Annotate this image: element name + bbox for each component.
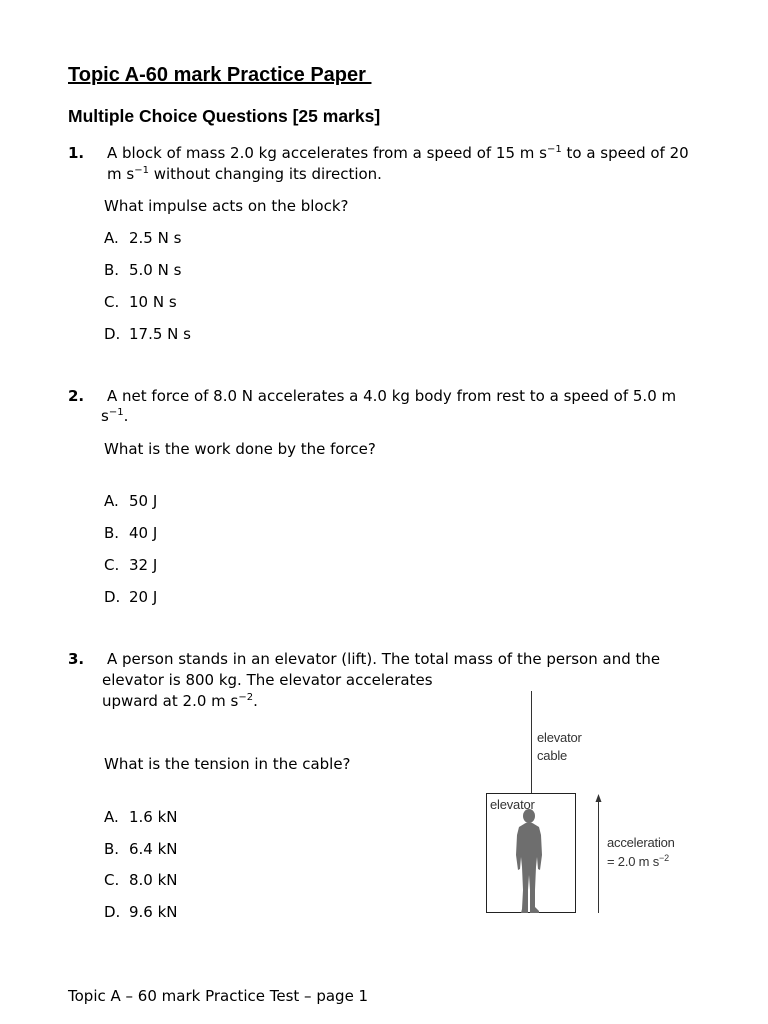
option-text: 32 J: [129, 556, 158, 574]
option-text: 2.5 N s: [129, 229, 182, 247]
question-3-option-c: [104, 870, 324, 890]
question-2-number: 2.: [68, 387, 85, 405]
stem-text: A net force of 8.0 N accelerates a 4.0 kg body from rest to a speed of 5.0 m: [107, 387, 677, 405]
option-letter: A.: [104, 808, 119, 826]
question-1-stem-line-1: [107, 143, 689, 163]
person-silhouette-icon: [516, 809, 542, 913]
stem-text: A block of mass 2.0 kg accelerates from a speed of 15 m s: [107, 144, 547, 162]
stem-text: elevator is 800 kg. The elevator accelerates: [102, 671, 433, 689]
option-text: 17.5 N s: [129, 325, 191, 343]
elevator-diagram: [470, 685, 690, 920]
acceleration-label: acceleration: [607, 835, 675, 850]
question-3-stem-line-2: [102, 670, 433, 690]
question-3-number: 3.: [68, 650, 85, 668]
option-letter: C.: [104, 556, 120, 574]
question-1-option-d: [104, 324, 324, 344]
stem-text: .: [253, 692, 258, 710]
stem-exponent: −1: [134, 165, 149, 176]
stem-text: without changing its direction.: [148, 165, 382, 183]
acceleration-value-label: [607, 853, 669, 871]
paper-title: Topic A-60 mark Practice Paper: [68, 64, 372, 86]
question-1-option-c: [104, 292, 324, 312]
option-text: 6.4 kN: [129, 840, 178, 858]
elevator-box-label: elevator: [490, 797, 535, 812]
question-3-option-a: [104, 807, 324, 827]
question-1-prompt: What impulse acts on the block?: [104, 197, 349, 215]
arrow-up-icon: [596, 794, 602, 802]
stem-exponent: −1: [108, 407, 124, 418]
option-letter: C.: [104, 871, 120, 889]
stem-text: upward at 2.0 m s: [102, 692, 239, 710]
stem-exponent: −2: [238, 692, 254, 703]
option-text: 8.0 kN: [129, 871, 178, 889]
option-text: 5.0 N s: [129, 261, 182, 279]
option-letter: B.: [104, 261, 120, 279]
cable-label-line-1: elevator: [537, 730, 582, 745]
option-text: 1.6 kN: [129, 808, 178, 826]
question-2-prompt: What is the work done by the force?: [104, 440, 376, 458]
stem-text: m s: [107, 165, 135, 183]
question-3-stem-line-1: [107, 649, 660, 669]
question-2-stem-line-2: [101, 406, 128, 426]
stem-exponent: −1: [546, 144, 562, 155]
question-1-stem-line-2: [107, 164, 382, 184]
option-text: 20 J: [129, 588, 158, 606]
question-2-option-c: [104, 555, 324, 575]
stem-text: A person stands in an elevator (lift). The total mass of the person and the: [107, 650, 661, 668]
question-3-prompt: What is the tension in the cable?: [104, 755, 351, 773]
question-3-stem-line-3: [102, 691, 258, 711]
option-letter: A.: [104, 492, 119, 510]
question-1-option-b: [104, 260, 324, 280]
page-footer: Topic A – 60 mark Practice Test – page 1: [68, 987, 369, 1005]
question-2-option-b: [104, 523, 324, 543]
stem-text: to a speed of 20: [561, 144, 689, 162]
option-letter: A.: [104, 229, 119, 247]
option-text: 9.6 kN: [129, 903, 178, 921]
stem-text: .: [123, 407, 129, 425]
option-text: 10 N s: [129, 293, 177, 311]
cable-label-line-2: cable: [537, 748, 568, 763]
question-1-option-a: [104, 228, 324, 248]
option-letter: D.: [104, 325, 121, 343]
question-3-option-d: [104, 902, 324, 922]
question-2-stem-line-1: [107, 386, 676, 406]
option-letter: B.: [104, 840, 120, 858]
acceleration-exponent: −2: [659, 853, 669, 863]
question-2-option-a: [104, 491, 324, 511]
section-heading: Multiple Choice Questions [25 marks]: [68, 106, 381, 126]
option-letter: B.: [104, 524, 120, 542]
option-text: 50 J: [129, 492, 158, 510]
option-letter: D.: [104, 903, 121, 921]
question-2-option-d: [104, 587, 324, 607]
option-letter: D.: [104, 588, 121, 606]
question-1-number: 1.: [68, 144, 85, 162]
question-3-option-b: [104, 839, 324, 859]
acceleration-value: = 2.0 m s: [607, 854, 660, 869]
option-text: 40 J: [129, 524, 158, 542]
option-letter: C.: [104, 293, 120, 311]
stem-text: s: [101, 407, 109, 425]
